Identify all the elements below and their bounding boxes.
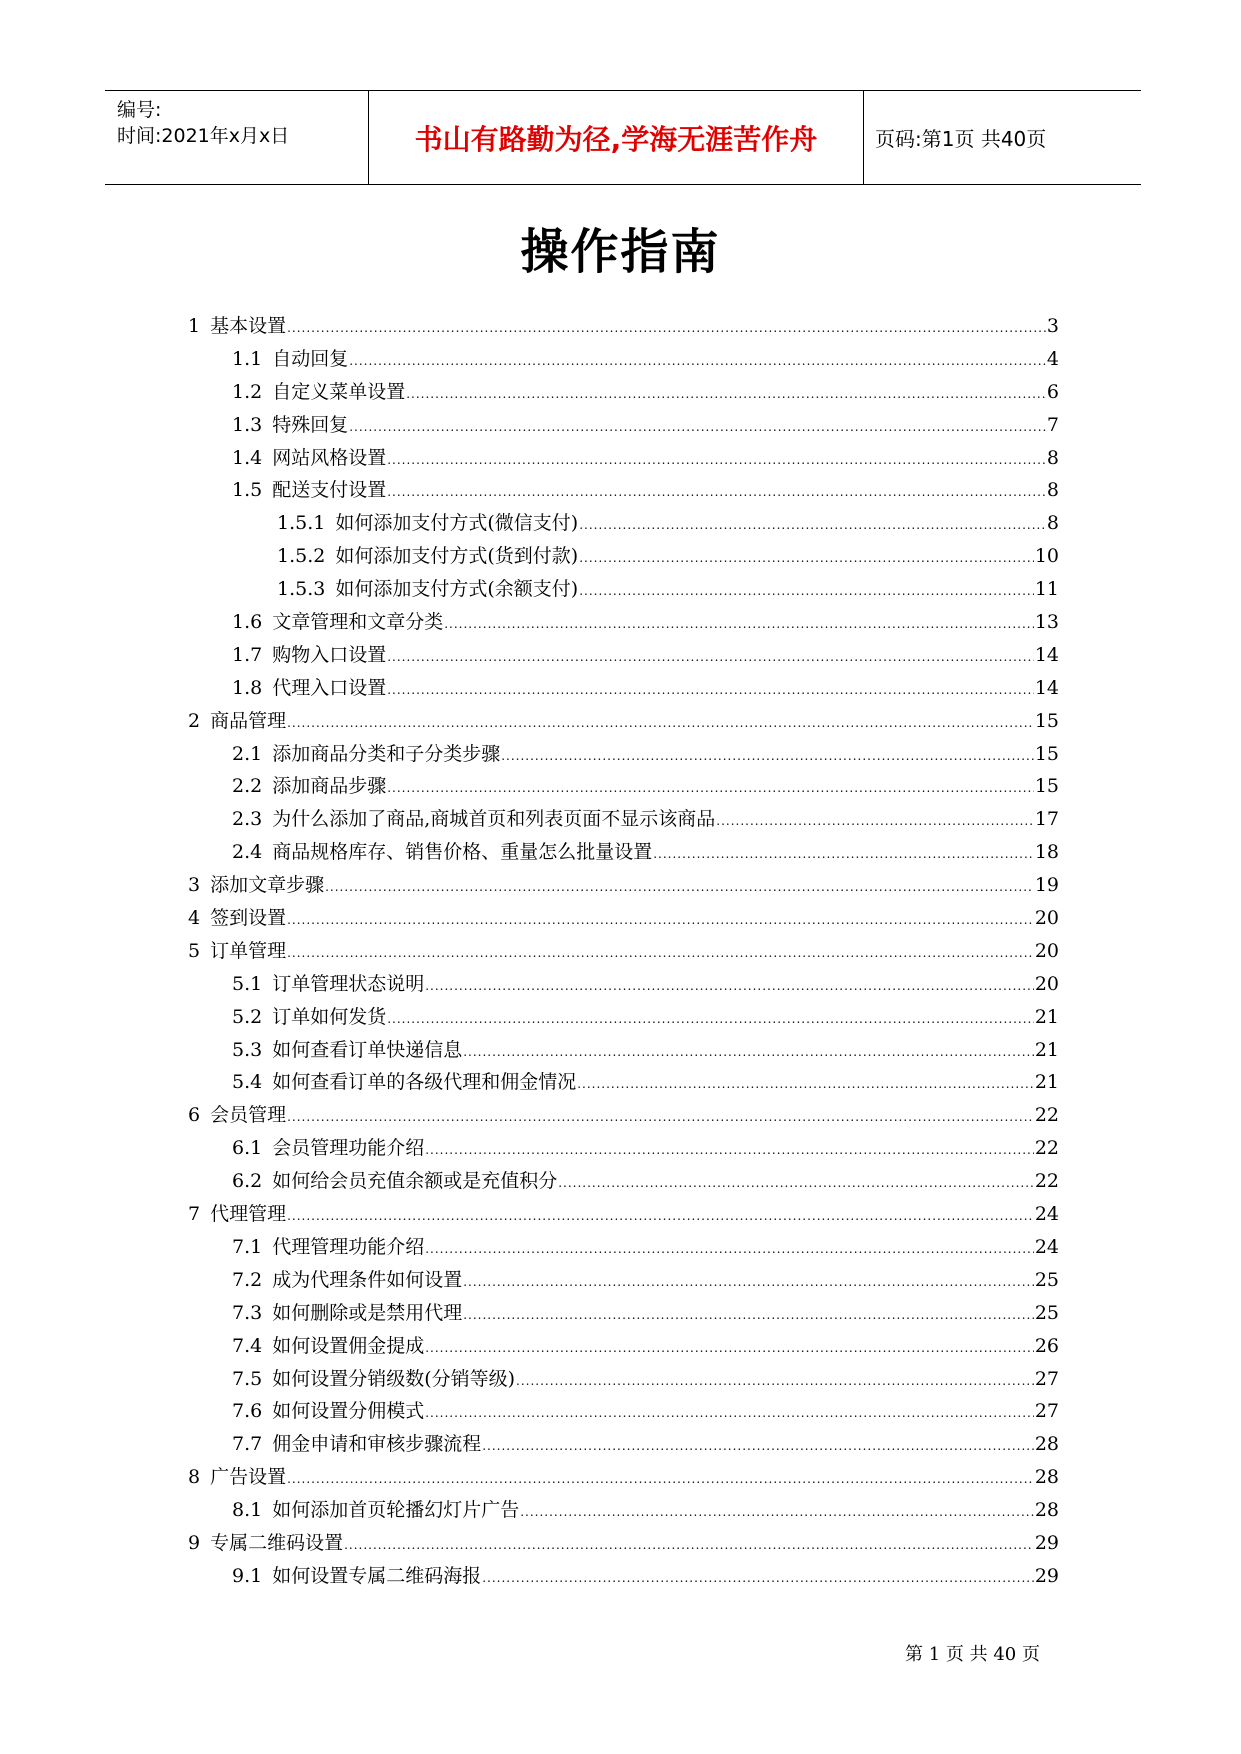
toc-entry-number: 1.5.1: [277, 512, 326, 535]
toc-entry[interactable]: [188, 1264, 1059, 1297]
toc-entry-page: 20: [1034, 939, 1059, 962]
toc-entry-title: 如何添加支付方式(余额支付): [335, 578, 579, 601]
toc-entry-page: 24: [1034, 1203, 1059, 1226]
toc-entry-page: 22: [1034, 1137, 1059, 1160]
toc-entry-number: 6.2: [232, 1170, 263, 1193]
toc-entry-number: 1.4: [232, 446, 263, 469]
toc-leader-dots: [501, 740, 1034, 773]
toc-leader-dots: [716, 805, 1034, 838]
toc-entry-page: 21: [1034, 1038, 1059, 1061]
toc-entry-title: 自动回复: [272, 347, 349, 370]
toc-leader-dots: [520, 1496, 1034, 1529]
toc-entry-page: 22: [1034, 1104, 1059, 1127]
toc-entry-number: 1.3: [232, 413, 263, 436]
toc-entry-page: 21: [1034, 1005, 1059, 1028]
toc-entry-page: 19: [1034, 874, 1059, 897]
toc-entry-title: 订单管理: [210, 939, 287, 962]
toc-entry-title: 如何设置分佣模式: [272, 1400, 425, 1423]
toc-entry-number: 5: [188, 939, 201, 962]
toc-entry[interactable]: [188, 1461, 1059, 1494]
toc-leader-dots: [558, 1167, 1034, 1200]
toc-entry-number: 7.2: [232, 1268, 263, 1291]
toc-entry-page: 29: [1034, 1564, 1059, 1587]
toc-entry-page: 20: [1034, 907, 1059, 930]
toc-entry[interactable]: [188, 902, 1059, 935]
toc-leader-dots: [482, 1430, 1034, 1463]
toc-entry[interactable]: [188, 738, 1059, 771]
toc-leader-dots: [287, 1200, 1034, 1233]
toc-entry-number: 1.5: [232, 479, 263, 502]
toc-entry-number: 1: [188, 315, 201, 337]
toc-entry-title: 基本设置: [210, 315, 287, 337]
toc-entry[interactable]: [188, 639, 1059, 672]
toc-entry[interactable]: [188, 1330, 1059, 1363]
toc-entry-number: 6.1: [232, 1137, 263, 1160]
toc-entry-page: 22: [1034, 1170, 1059, 1193]
toc-entry-title: 如何添加首页轮播幻灯片广告: [272, 1499, 520, 1522]
toc-entry-title: 添加商品分类和子分类步骤: [272, 742, 501, 765]
toc-entry-page: 8: [1046, 512, 1059, 535]
header-time-label: 时间:2021年x月x日: [117, 125, 290, 147]
toc-leader-dots: [325, 871, 1034, 904]
toc-entry-page: 25: [1034, 1301, 1059, 1324]
toc-leader-dots: [387, 444, 1046, 477]
toc-entry-page: 28: [1034, 1433, 1059, 1456]
toc-leader-dots: [579, 575, 1034, 608]
toc-entry[interactable]: [188, 442, 1059, 475]
toc-entry-number: 7.6: [232, 1400, 263, 1423]
toc-entry[interactable]: [188, 1395, 1059, 1428]
toc-entry-title: 文章管理和文章分类: [272, 611, 444, 634]
toc-entry-title: 如何添加支付方式(微信支付): [335, 512, 579, 535]
table-of-contents: [188, 310, 1059, 1593]
toc-leader-dots: [349, 411, 1046, 444]
toc-entry-page: 3: [1046, 315, 1059, 337]
toc-entry-title: 成为代理条件如何设置: [272, 1268, 463, 1291]
toc-leader-dots: [463, 1036, 1034, 1069]
toc-entry-page: 8: [1046, 479, 1059, 502]
toc-entry-number: 1.6: [232, 611, 263, 634]
toc-leader-dots: [349, 345, 1046, 378]
toc-leader-dots: [579, 542, 1034, 575]
toc-entry[interactable]: [188, 803, 1059, 836]
toc-entry-number: 8.1: [232, 1499, 263, 1522]
toc-entry[interactable]: [188, 1099, 1059, 1132]
toc-entry[interactable]: [188, 1132, 1059, 1165]
toc-leader-dots: [387, 1003, 1034, 1036]
toc-entry-page: 28: [1034, 1466, 1059, 1489]
toc-entry-title: 自定义菜单设置: [272, 380, 406, 403]
page-footer: 第 1 页 共 40 页: [905, 1644, 1040, 1665]
toc-entry-title: 代理管理: [210, 1203, 287, 1226]
toc-entry-title: 订单管理状态说明: [272, 972, 425, 995]
toc-entry-number: 2: [188, 709, 201, 732]
toc-leader-dots: [287, 1463, 1034, 1496]
toc-leader-dots: [579, 509, 1046, 542]
toc-leader-dots: [287, 312, 1046, 345]
toc-entry-title: 佣金申请和审核步骤流程: [272, 1433, 482, 1456]
toc-entry[interactable]: [188, 376, 1059, 409]
toc-entry-title: 如何查看订单快递信息: [272, 1038, 463, 1061]
toc-entry[interactable]: [188, 507, 1059, 540]
toc-entry-number: 5.1: [232, 972, 263, 995]
toc-leader-dots: [387, 641, 1034, 674]
toc-entry-title: 会员管理: [210, 1104, 287, 1127]
toc-entry-page: 10: [1034, 545, 1059, 568]
toc-entry-number: 7.5: [232, 1367, 263, 1390]
toc-leader-dots: [425, 1332, 1034, 1365]
toc-entry-number: 1.1: [232, 347, 263, 370]
toc-entry[interactable]: [188, 1231, 1059, 1264]
toc-entry-title: 订单如何发货: [272, 1005, 387, 1028]
toc-leader-dots: [516, 1365, 1034, 1398]
toc-entry-page: 20: [1034, 972, 1059, 995]
toc-entry-title: 商品规格库存、销售价格、重量怎么批量设置: [272, 841, 653, 864]
toc-entry[interactable]: [188, 1428, 1059, 1461]
document-title: 操作指南: [520, 224, 721, 280]
toc-entry-number: 2.3: [232, 808, 263, 831]
toc-entry[interactable]: [188, 343, 1059, 376]
toc-entry-number: 7.4: [232, 1334, 263, 1357]
toc-entry-number: 1.5.3: [277, 578, 326, 601]
toc-leader-dots: [287, 937, 1034, 970]
toc-entry-page: 15: [1034, 709, 1059, 732]
toc-entry-page: 25: [1034, 1268, 1059, 1291]
toc-entry-number: 4: [188, 907, 201, 930]
header-info-cell: [105, 91, 369, 184]
toc-entry-title: 如何删除或是禁用代理: [272, 1301, 463, 1324]
toc-leader-dots: [425, 1397, 1034, 1430]
toc-entry-number: 1.8: [232, 676, 263, 699]
toc-entry[interactable]: [188, 705, 1059, 738]
toc-entry[interactable]: [188, 1527, 1059, 1560]
toc-entry-number: 5.4: [232, 1071, 263, 1094]
toc-entry-page: 14: [1034, 676, 1059, 699]
toc-leader-dots: [425, 970, 1034, 1003]
toc-entry-title: 网站风格设置: [272, 446, 387, 469]
toc-entry-number: 1.7: [232, 643, 263, 666]
toc-entry-page: 8: [1046, 446, 1059, 469]
toc-entry[interactable]: [188, 474, 1059, 507]
header-page-label: 页码:第1页 共40页: [875, 127, 1047, 151]
toc-entry-page: 11: [1034, 578, 1059, 601]
toc-entry-title: 为什么添加了商品,商城首页和列表页面不显示该商品: [272, 808, 716, 831]
toc-entry-title: 添加商品步骤: [272, 775, 387, 798]
toc-leader-dots: [344, 1529, 1034, 1562]
toc-entry-title: 购物入口设置: [272, 643, 387, 666]
toc-entry[interactable]: [188, 935, 1059, 968]
toc-entry-title: 商品管理: [210, 709, 287, 732]
toc-leader-dots: [444, 608, 1034, 641]
toc-leader-dots: [577, 1068, 1034, 1101]
toc-entry-page: 4: [1046, 347, 1059, 370]
toc-entry-number: 5.3: [232, 1038, 263, 1061]
toc-entry-number: 1.5.2: [277, 545, 326, 568]
toc-entry-number: 7.1: [232, 1235, 263, 1258]
toc-entry-title: 会员管理功能介绍: [272, 1137, 425, 1160]
toc-entry-page: 21: [1034, 1071, 1059, 1094]
toc-leader-dots: [425, 1134, 1034, 1167]
toc-entry-title: 如何添加支付方式(货到付款): [335, 545, 579, 568]
toc-leader-dots: [406, 378, 1046, 411]
toc-entry-title: 广告设置: [210, 1466, 287, 1489]
toc-entry[interactable]: [188, 573, 1059, 606]
toc-entry-page: 7: [1046, 413, 1059, 436]
toc-entry-number: 3: [188, 874, 201, 897]
toc-entry-title: 代理管理功能介绍: [272, 1235, 425, 1258]
toc-entry[interactable]: [188, 1494, 1059, 1527]
toc-entry[interactable]: [188, 409, 1059, 442]
toc-entry-title: 专属二维码设置: [210, 1531, 344, 1554]
toc-entry-number: 1.2: [232, 380, 263, 403]
toc-entry[interactable]: [188, 1560, 1059, 1593]
toc-entry-number: 2.1: [232, 742, 263, 765]
toc-entry-number: 9.1: [232, 1564, 263, 1587]
toc-entry[interactable]: [188, 1066, 1059, 1099]
toc-entry[interactable]: [188, 1363, 1059, 1396]
toc-entry-title: 签到设置: [210, 907, 287, 930]
toc-entry[interactable]: [188, 606, 1059, 639]
toc-leader-dots: [387, 674, 1034, 707]
toc-entry-page: 27: [1034, 1400, 1059, 1423]
header-number-label: 编号:: [117, 99, 162, 121]
toc-leader-dots: [287, 904, 1034, 937]
toc-entry-page: 24: [1034, 1235, 1059, 1258]
toc-entry-page: 15: [1034, 742, 1059, 765]
toc-leader-dots: [387, 772, 1034, 805]
toc-entry-title: 代理入口设置: [272, 676, 387, 699]
toc-entry-title: 特殊回复: [272, 413, 349, 436]
toc-entry-page: 18: [1034, 841, 1059, 864]
toc-entry-page: 13: [1034, 611, 1059, 634]
toc-leader-dots: [425, 1233, 1034, 1266]
toc-entry-page: 14: [1034, 643, 1059, 666]
toc-entry[interactable]: [188, 1165, 1059, 1198]
toc-leader-dots: [463, 1299, 1034, 1332]
toc-entry-title: 如何设置分销级数(分销等级): [272, 1367, 516, 1390]
toc-entry-page: 26: [1034, 1334, 1059, 1357]
toc-entry-title: 如何设置佣金提成: [272, 1334, 425, 1357]
toc-entry-page: 27: [1034, 1367, 1059, 1390]
toc-entry-number: 5.2: [232, 1005, 263, 1028]
toc-entry-number: 8: [188, 1466, 201, 1489]
toc-leader-dots: [287, 707, 1034, 740]
toc-entry[interactable]: [188, 836, 1059, 869]
toc-entry-number: 7.3: [232, 1301, 263, 1324]
toc-entry[interactable]: [188, 540, 1059, 573]
toc-entry[interactable]: [188, 310, 1059, 343]
toc-entry-title: 如何设置专属二维码海报: [272, 1564, 482, 1587]
toc-leader-dots: [287, 1101, 1034, 1134]
toc-entry[interactable]: [188, 1001, 1059, 1034]
toc-entry[interactable]: [188, 968, 1059, 1001]
toc-entry[interactable]: [188, 869, 1059, 902]
toc-entry-page: 15: [1034, 775, 1059, 798]
toc-entry-page: 28: [1034, 1499, 1059, 1522]
toc-entry-title: 配送支付设置: [272, 479, 387, 502]
toc-entry-title: 如何查看订单的各级代理和佣金情况: [272, 1071, 577, 1094]
toc-entry-page: 17: [1034, 808, 1059, 831]
page-header: [105, 90, 1141, 185]
toc-leader-dots: [482, 1562, 1034, 1595]
toc-entry[interactable]: [188, 770, 1059, 803]
toc-entry-number: 9: [188, 1531, 201, 1554]
toc-entry[interactable]: [188, 1297, 1059, 1330]
toc-leader-dots: [387, 476, 1046, 509]
toc-entry-page: 6: [1046, 380, 1059, 403]
header-motto: 书山有路勤为径,学海无涯苦作舟: [369, 91, 864, 184]
toc-entry[interactable]: [188, 1034, 1059, 1067]
toc-entry-title: 添加文章步骤: [210, 874, 325, 897]
toc-entry-number: 2.2: [232, 775, 263, 798]
toc-entry-number: 6: [188, 1104, 201, 1127]
toc-entry[interactable]: [188, 672, 1059, 705]
toc-entry-number: 7.7: [232, 1433, 263, 1456]
toc-entry-page: 29: [1034, 1531, 1059, 1554]
toc-entry[interactable]: [188, 1198, 1059, 1231]
toc-leader-dots: [463, 1266, 1034, 1299]
toc-entry-title: 如何给会员充值余额或是充值积分: [272, 1170, 558, 1193]
toc-leader-dots: [653, 838, 1034, 871]
toc-entry-number: 7: [188, 1203, 201, 1226]
toc-entry-number: 2.4: [232, 841, 263, 864]
